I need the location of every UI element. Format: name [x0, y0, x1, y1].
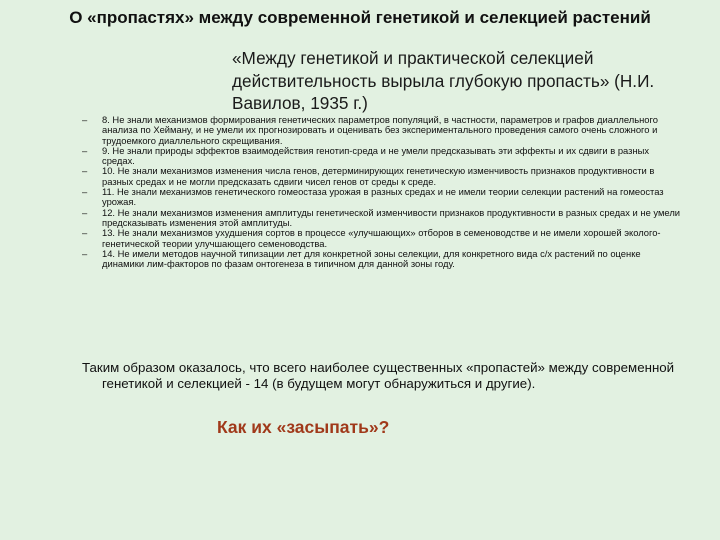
closing-question: Как их «засыпать»? [217, 417, 390, 437]
list-item-text: 9. Не знали природы эффектов взаимодействия генотип-среда и не умели предсказывать эти эффекты и их сдвиги в разных средах. [102, 144, 650, 167]
list-item-text: 12. Не знали механизмов изменения амплитуды генетической изменчивости признаков продуктивности в разных средах и не умели предсказывать изменения этой амплитуды. [102, 206, 681, 228]
list-item [82, 249, 682, 270]
bullet-dash: – [82, 165, 88, 177]
bullet-dash: – [82, 227, 88, 239]
conclusion-text: Таким образом оказалось, что всего наиболее существенных «пропастей» между современной генетикой и селекцией - 14 (в будущем могут обнаружиться и другие). [82, 360, 675, 391]
list-item [82, 187, 682, 208]
list-item [82, 166, 682, 187]
list-item [82, 208, 682, 229]
bullet-dash: – [82, 144, 88, 156]
list-item-text: 11. Не знали механизмов генетического гомеостаза урожая в разных средах и не имели теории селекции растений на гомеостаз урожая. [102, 186, 664, 208]
slide-title: О «пропастях» между современной генетикой и селекцией растений [69, 8, 651, 27]
bullet-dash: – [82, 247, 88, 259]
list-item-text: 8. Не знали механизмов формирования генетических параметров популяций, в частности, параметров и графов диаллельного анализа по Хейману, и не умели их прогнозировать и оценивать без экспериментального проведения самого очень сложного и трудоемкого диаллельного скрещивания. [102, 114, 658, 146]
list-item [82, 115, 682, 146]
bullet-dash: – [82, 186, 88, 198]
list-item-text: 14. Не имели методов научной типизации лет для конкретной зоны селекции, для конкретного вида с/х растений по оценке динамики лим-факторов по фазам онтогенеза в типичном для данной зоны году. [102, 247, 641, 270]
vavilov-quote: «Между генетикой и практической селекцией действительность вырыла глубокую пропасть» (Н.И. Вавилов, 1935 г.) [232, 48, 655, 113]
bullet-dash: – [82, 206, 88, 218]
gaps-list [82, 115, 682, 269]
list-item-text: 13. Не знали механизмов ухудшения сортов в процессе «улучшающих» отборов в семеноводстве и не имели хорошей эколого-генетической теории улучшающего семеноводства. [102, 227, 661, 249]
list-item [82, 228, 682, 249]
list-item-text: 10. Не знали механизмов изменения числа генов, детерминирующих генетическую изменчивость признаков продуктивности в разных средах и не могли предсказать сдвиги чисел генов от среды к среде. [102, 165, 655, 187]
bullet-dash: – [82, 114, 88, 125]
list-item [82, 146, 682, 167]
